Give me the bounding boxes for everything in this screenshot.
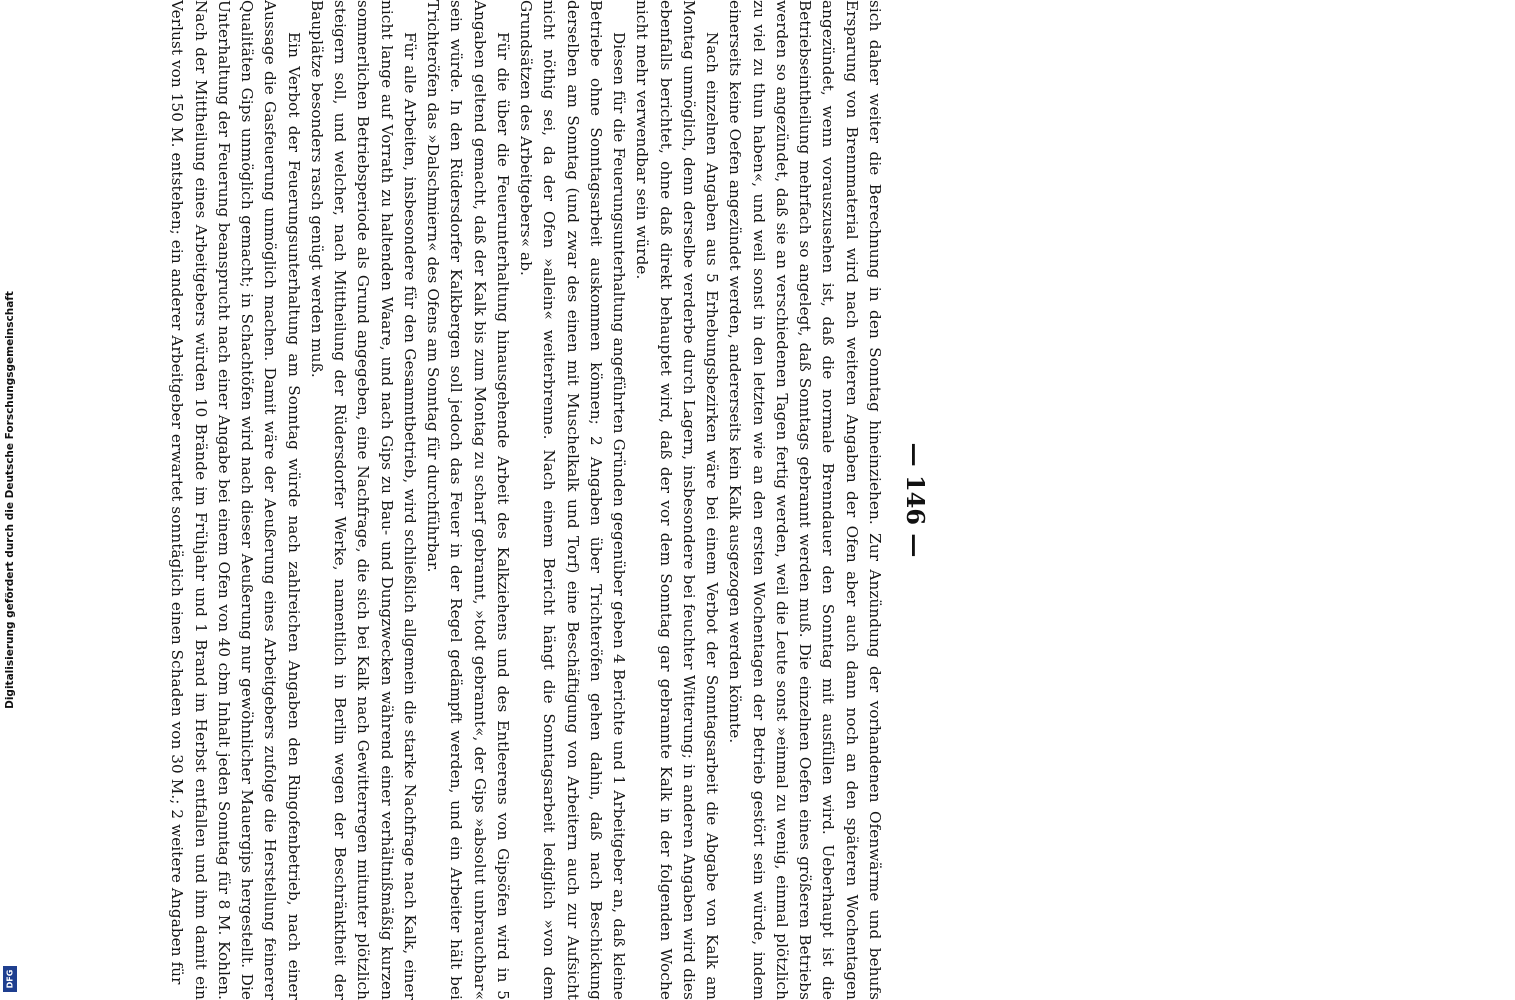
paragraph: Ein Verbot der Feuerungsunterhaltung am Sonntag würde nach zahlreichen Angaben den Ringofenbetrieb, nach einer Aussage die Gasfeuerung unmöglich machen. Damit wäre der Aeußerung eines Arbeitgebers zufolge die Herstellung feinerer Qualitäten Gips unmöglich gemacht; in Schachtöfen wird nach dieser Aeußerung nur gewöhnlicher Mauergips hergestellt. Die Unterhaltung der Feuerung beansprucht nach einer Angabe bei einem Ofen von 40 cbm Inhalt jeden Sonntag für 8 M. Kohlen. Nach der Mittheilung eines Arbeitgebers würden 10 Brände im Frühjahr und 1 Brand im Herbst entfallen und ihm damit ein Verlust von 150 M. entstehen; ein anderer Arbeitgeber erwartet sonntäglich einen Schaden von 30 M.; 2 weitere Angaben für xyxy=(168,0,303,1000)
scanned-page xyxy=(168,0,930,1000)
paragraph: sich daher weiter die Berechnung in den Sonntag hineinziehen. Zur Anzündung der vorhandenen Ofenwärme und behufs Ersparung von Brennmaterial wird nach weiteren Angaben der Ofen aber auch dann noch an den späteren Wochentagen angezündet, wenn vorauszusehen ist, daß die normale Brenndauer den Sonntag mit ausfüllen wird. Ueberhaupt ist die Betriebseintheilung mehrfach so angelegt, daß Sonntags gebrannt werden muß. Die einzelnen Oefen eines größeren Betriebs werden so angezündet, daß sie an verschiedenen Tagen fertig werden, weil die Leute sonst »einmal zu wenig, einmal plötzlich zu viel zu thun haben«, und weil sonst in den letzten wie an den ersten Wochentagen der Betrieb gestört sein würde, indem einerseits keine Oefen angezündet werden, andererseits kein Kalk ausgezogen werden könnte. xyxy=(726,0,884,1000)
paragraph: Diesen für die Feuerungsunterhaltung angeführten Gründen gegenüber geben 4 Berichte und 1 Arbeitgeber an, daß kleine Betriebe ohne Sonntagsarbeit auskommen können; 2 Angaben über Trichteröfen gehen dahin, daß nach Beschickung derselben am Sonntag (und zwar des einen mit Muschelkalk und Torf) eine Beschäftigung von Arbeitern auch zur Aufsicht nicht nöthig sei, da der Ofen »allein« weiterbrenne. Nach einem Bericht hängt die Sonntagsarbeit lediglich »von dem Grundsätzen des Arbeitgebers« ab. xyxy=(517,0,629,1000)
page-body xyxy=(165,0,886,1000)
dfg-logo-icon: DFG xyxy=(3,966,17,992)
paragraph: Für alle Arbeiten, insbesondere für den Gesammtbetrieb, wird schließlich allgemein die starke Nachfrage nach Kalk, einer nicht lange auf Vorrath zu haltenden Waare, und nach Gips zu Bau- und Dungzwecken während einer verhältnißmäßig kurzen sommerlichen Betriebsperiode als Grund angegeben, eine Nachfrage, die sich bei Kalk nach Gewitterregen mitunter plötzlich steigern soll, und welcher, nach Mittheilung der Rüdersdorfer Werke, namentlich in Berlin wegen der Beschränktheit der Bauplätze besonders rasch genügt werden muß. xyxy=(308,0,419,1000)
page-number: — 146 — xyxy=(901,442,930,558)
paragraph: Nach einzelnen Angaben aus 5 Erhebungsbezirken wäre bei einem Verbot der Sonntagsarbeit die Abgabe von Kalk am Montag unmöglich, denn derselbe verderbe durch Lagern, insbesondere bei feuchter Witterung; in anderen Angaben wird dies ebenfalls berichtet, ohne daß direkt behauptet wird, daß der vor dem Sonntag gar gebrannte Kalk in der folgenden Woche nicht mehr verwendbar sein würde. xyxy=(633,0,722,1000)
digitization-credit-text: Digitalisierung gefördert durch die Deutsche Forschungsgemeinschaft xyxy=(4,291,16,709)
page-header xyxy=(894,0,930,1000)
paragraph: Für die über die Feuerunterhaltung hinausgehende Arbeit des Kalkziehens und des Entleerens von Gipsöfen wird in 5 Angaben geltend gemacht, daß der Kalk bis zum Montag zu scharf gebrannt, »todt gebrannt«, der Gips »absolut unbrauchbar« sein würde. In den Rüdersdorfer Kalkbergen soll jedoch das Feuer in der Regel gedämpft werden, und ein Arbeiter hält bei Trichteröfen das »Dalschmiern« des Ofens am Sonntag für durchführbar. xyxy=(424,0,512,1000)
digitization-credit-strip xyxy=(0,0,20,1000)
